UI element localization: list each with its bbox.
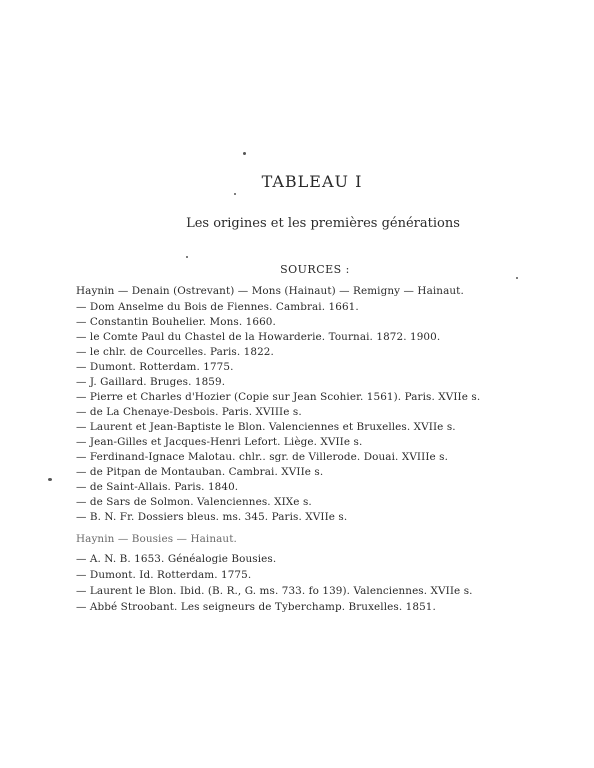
source-entry: — le Comte Paul du Chastel de la Howarderie. Tournai. 1872. 1900. — [76, 331, 441, 343]
source-entry: — J. Gaillard. Bruges. 1859. — [76, 376, 226, 388]
source-entry: — Laurent et Jean-Baptiste le Blon. Valenciennes et Bruxelles. XVIIe s. — [76, 421, 456, 433]
source-group-heading: Haynin — Bousies — Hainaut. — [76, 533, 237, 545]
source-group-heading: Haynin — Denain (Ostrevant) — Mons (Hainaut) — Remigny — Hainaut. — [76, 285, 464, 297]
source-entry: — Dumont. Rotterdam. 1775. — [76, 361, 234, 373]
source-entry: — B. N. Fr. Dossiers bleus. ms. 345. Paris. XVIIe s. — [76, 511, 348, 523]
source-entry: — de La Chenaye-Desbois. Paris. XVIIIe s. — [76, 406, 302, 418]
source-entry: — Constantin Bouhelier. Mons. 1660. — [76, 316, 276, 328]
source-entry: — Abbé Stroobant. Les seigneurs de Tyberchamp. Bruxelles. 1851. — [76, 601, 436, 613]
source-entry: — A. N. B. 1653. Généalogie Bousies. — [76, 553, 277, 565]
source-entry: — de Saint-Allais. Paris. 1840. — [76, 481, 239, 493]
table-title: TABLEAU I — [261, 172, 363, 191]
scan-speck — [48, 478, 52, 481]
scan-speck — [516, 277, 518, 279]
source-entry: — Dom Anselme du Bois de Fiennes. Cambrai. 1661. — [76, 301, 359, 313]
scan-speck — [234, 193, 236, 195]
sources-heading: SOURCES : — [280, 263, 350, 276]
table-subtitle: Les origines et les premières générations — [186, 216, 460, 231]
source-entry: — Pierre et Charles d'Hozier (Copie sur Jean Scohier. 1561). Paris. XVIIe s. — [76, 391, 481, 403]
source-entry: — de Pitpan de Montauban. Cambrai. XVIIe s. — [76, 466, 324, 478]
source-entry: — le chlr. de Courcelles. Paris. 1822. — [76, 346, 274, 358]
source-entry: — Jean-Gilles et Jacques-Henri Lefort. Liège. XVIIe s. — [76, 436, 363, 448]
source-entry: — Ferdinand-Ignace Malotau. chlr.. sgr. de Villerode. Douai. XVIIIe s. — [76, 451, 449, 463]
source-entry: — de Sars de Solmon. Valenciennes. XIXe s. — [76, 496, 312, 508]
source-entry: — Dumont. Id. Rotterdam. 1775. — [76, 569, 252, 581]
scan-speck — [243, 152, 246, 155]
scan-speck — [186, 256, 188, 258]
source-entry: — Laurent le Blon. Ibid. (B. R., G. ms. 733. fo 139). Valenciennes. XVIIe s. — [76, 585, 473, 597]
